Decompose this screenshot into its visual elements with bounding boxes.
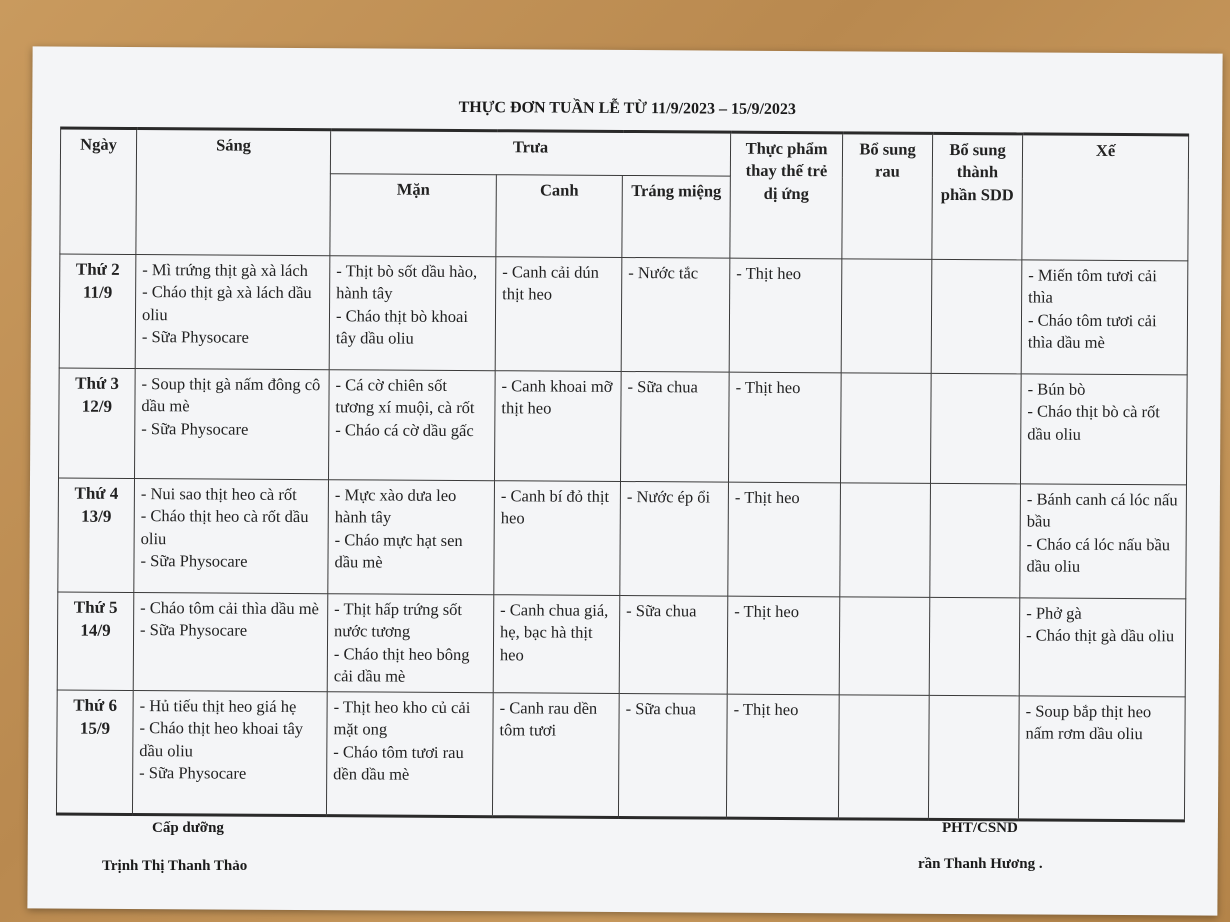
cook-name: Trịnh Thị Thanh Thảo [102,858,248,874]
menu-item: - Sữa Physocare [140,620,248,640]
menu-item: - Sữa Physocare [141,418,249,439]
header-lunch-dessert: Tráng miệng [622,175,731,258]
soup-cell [494,481,621,596]
menu-item: - Cháo thịt heo bông cải dầu mè [333,643,470,686]
menu-item: - Cháo tôm cải thìa dầu mè [140,598,319,619]
day-cell [59,368,136,478]
soup-cell [492,693,619,818]
dessert-cell [620,481,729,596]
sdd-cell [931,373,1022,484]
menu-item: - Sữa Physocare [140,550,248,571]
soup-cell [495,257,622,372]
header-allergy-substitute: Thực phẩm thay thế trẻ dị ứng [730,132,843,259]
menu-item: - Cháo tôm tươi cải thìa dầu mè [1027,309,1157,352]
dessert-cell [620,371,729,482]
sdd-cell [929,597,1020,696]
menu-item: - Canh rau dền tôm tươi [499,698,598,740]
breakfast-cell [135,255,330,370]
snack-cell [1021,260,1188,375]
savory-cell [328,480,495,595]
page-title: THỰC ĐƠN TUẦN LỄ TỪ 11/9/2023 – 15/9/2023 [458,98,797,119]
date-label: 13/9 [81,506,112,526]
header-snack: Xế [1022,134,1189,261]
soup-cell [494,371,621,482]
breakfast-cell [135,369,330,480]
vegetable-cell [840,483,931,598]
day-cell [56,690,133,814]
menu-item: - Thịt heo [734,601,800,622]
table-row [57,592,1186,697]
menu-item: - Nước ép ổi [626,487,711,507]
breakfast-cell [134,479,329,594]
menu-item: - Mì trứng thịt gà xà lách [142,260,308,281]
menu-item: - Nước tắc [628,263,699,283]
menu-item: - Sữa chua [626,601,697,621]
menu-item: - Canh cải dún thịt heo [502,262,600,304]
day-cell [57,592,134,691]
substitute-cell [726,694,839,819]
menu-item: - Cá cờ chiên sốt tương xí muội, cà rốt [335,375,475,418]
sdd-cell [930,483,1021,598]
menu-item: - Thịt heo [736,263,802,284]
menu-item: - Thịt heo kho củ cải mặt ong [333,697,471,739]
menu-item: - Sữa chua [625,699,697,719]
vegetable-cell [839,597,930,696]
menu-item: - Thịt bò sốt dầu hào, hành tây [336,261,478,303]
menu-item: - Bún bò [1027,379,1086,399]
menu-item: - Cháo mực hạt sen dầu mè [334,529,463,572]
breakfast-cell [133,593,328,692]
menu-item: - Sữa Physocare [141,326,249,347]
menu-item: - Cháo tôm tươi rau dền dầu mè [333,741,464,784]
menu-item: - Cháo thịt heo cà rốt dầu oliu [140,506,309,548]
substitute-cell [729,258,842,373]
menu-item: - Cháo thịt bò khoai tây dầu oliu [335,305,469,348]
approver-role: PHT/CSND [942,820,1018,836]
menu-item: - Canh chua giá, hẹ, bạc hà thịt heo [499,600,609,664]
snack-cell [1020,484,1187,599]
menu-item: - Cháo thịt gà xà lách dầu oliu [141,282,312,324]
sdd-cell [928,695,1019,820]
header-day: Ngày [60,128,137,254]
menu-sheet [27,46,1222,915]
sdd-cell [931,259,1022,374]
menu-item: - Thịt heo [734,487,800,508]
menu-item: - Sữa chua [627,377,698,397]
soup-cell [493,595,620,694]
menu-item: - Thịt heo [735,377,801,398]
cook-role: Cấp dưỡng [152,820,224,836]
menu-item: - Hủ tiếu thịt heo giá hẹ [139,696,297,717]
menu-item: - Sữa Physocare [139,762,247,783]
vegetable-cell [838,695,929,820]
menu-item: - Bánh canh cá lóc nấu bầu [1026,489,1178,531]
table-row [59,254,1188,375]
menu-item: - Cháo thịt heo khoai tây dầu oliu [139,718,304,760]
day-label: Thứ 6 [73,695,118,715]
snack-cell [1018,696,1185,821]
date-label: 12/9 [81,396,113,416]
date-label: 14/9 [80,620,111,640]
menu-item: - Cháo thịt bò cà rốt dầu oliu [1027,401,1160,444]
dessert-cell [618,694,727,819]
menu-item: - Soup bắp thịt heo nấm rơm dầu oliu [1025,701,1152,744]
header-vegetable-supplement: Bổ sung rau [842,133,933,260]
table-row [56,690,1185,821]
breakfast-cell [132,691,327,816]
header-breakfast: Sáng [136,129,331,256]
table-row [59,368,1188,485]
snack-cell [1021,374,1188,485]
header-sdd-supplement: Bổ sung thành phần SDD [932,133,1023,260]
menu-item: - Nui sao thịt heo cà rốt [140,484,297,504]
approver-name: rần Thanh Hương . [918,856,1043,872]
day-label: Thứ 3 [75,373,120,393]
substitute-cell [729,372,842,483]
date-label: 11/9 [82,282,113,302]
menu-item: - Soup thịt gà nấm đông cô dầu mè [141,374,321,416]
vegetable-cell [841,259,932,374]
day-cell [59,254,136,368]
menu-item: - Canh khoai mỡ thịt heo [501,376,613,418]
savory-cell [329,370,496,481]
header-lunch-soup: Canh [496,175,622,258]
menu-item: - Canh bí đỏ thịt heo [500,486,610,528]
menu-item: - Thịt hấp trứng sốt nước tương [334,599,463,641]
menu-item: - Cháo cá cờ dầu gấc [335,419,474,440]
dessert-cell [619,595,728,694]
substitute-cell [727,596,840,695]
header-lunch-savory: Mặn [330,174,496,257]
snack-cell [1019,598,1186,697]
menu-item: - Mực xào dưa leo hành tây [334,485,457,527]
date-label: 15/9 [79,718,111,738]
menu-item: - Cháo thịt gà dầu oliu [1026,625,1175,646]
menu-item: - Phở gà [1026,603,1082,623]
savory-cell [329,256,496,371]
day-label: Thứ 2 [75,259,120,279]
day-cell [58,478,135,592]
header-lunch: Trưa [330,130,730,176]
table-row [58,478,1187,599]
savory-cell [327,594,494,693]
weekly-menu-table [56,127,1189,823]
menu-body [56,254,1187,821]
day-label: Thứ 5 [73,597,118,617]
savory-cell [326,692,493,817]
substitute-cell [728,482,841,597]
menu-item: - Miến tôm tươi cải thìa [1028,265,1157,307]
day-label: Thứ 4 [74,483,119,503]
menu-item: - Cháo cá lóc nấu bầu dầu oliu [1026,533,1171,576]
dessert-cell [621,257,730,372]
menu-item: - Thịt heo [733,699,799,720]
vegetable-cell [841,373,932,484]
